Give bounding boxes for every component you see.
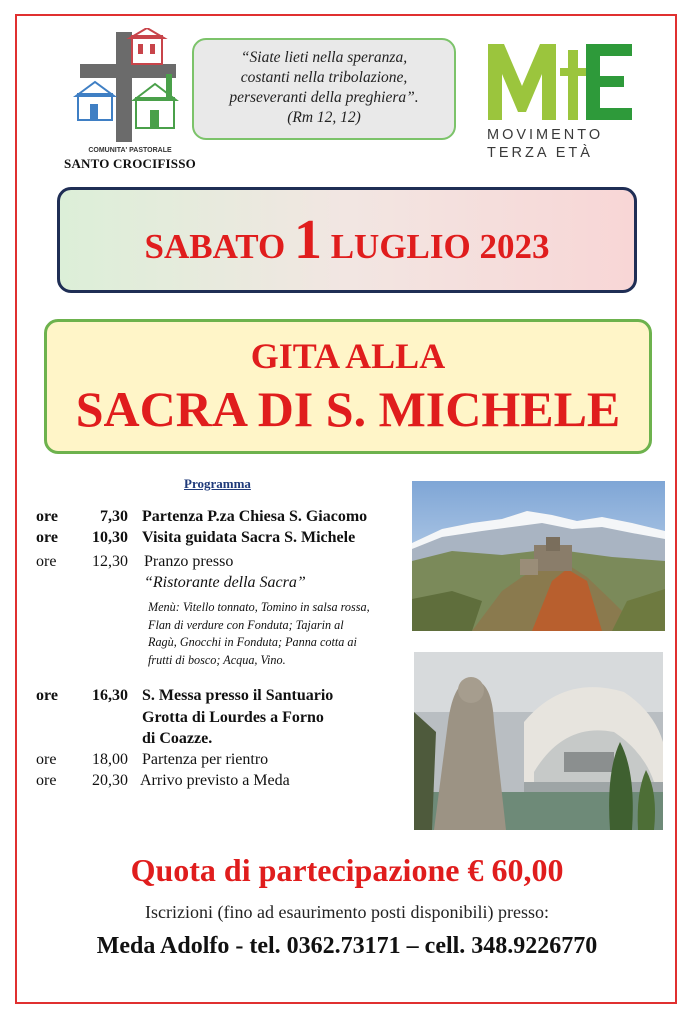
ore-label: ore: [36, 508, 58, 525]
menu-line: frutti di bosco; Acqua, Vino.: [148, 652, 286, 667]
bible-quote-box: [192, 38, 456, 140]
schedule-time: 18,00: [92, 751, 128, 768]
schedule-description: Arrivo previsto a Meda: [140, 772, 290, 789]
title-line-2: SACRA DI S. MICHELE: [75, 381, 621, 437]
menu-line: Menù: Vitello tonnato, Tomino in salsa rossa,: [148, 600, 370, 614]
ore-label: ore: [36, 751, 57, 768]
mte-logo-mark-icon: [484, 40, 636, 122]
church-cross-logo-icon: [70, 28, 190, 148]
mte-line-2: TERZA ETÀ: [487, 145, 593, 161]
event-date-box: [57, 187, 637, 293]
restaurant-name: “Ristorante della Sacra”: [144, 574, 306, 591]
schedule-description: Visita guidata Sacra S. Michele: [142, 529, 356, 546]
event-date: [145, 208, 550, 272]
schedule-time: 20,30: [92, 772, 128, 789]
logo-title: SANTO CROCIFISSO: [64, 156, 196, 171]
ore-label: ore: [36, 553, 57, 570]
sacra-di-san-michele-photo: [412, 481, 665, 631]
ore-label: ore: [36, 529, 58, 546]
date-day-name: SABATO: [144, 227, 286, 266]
menu-line: Flan di verdure con Fonduta; Tajarin al: [148, 617, 344, 632]
mte-logo-text: [487, 126, 637, 162]
event-title-box: [44, 319, 652, 454]
quote-line-2: costanti nella tribolazione,: [240, 69, 408, 86]
schedule-time: 10,30: [92, 529, 128, 546]
schedule-description: Partenza P.za Chiesa S. Giacomo: [142, 508, 368, 525]
mte-line-1: MOVIMENTO: [487, 127, 604, 143]
menu-line: Ragù, Gnocchi in Fonduta; Panna cotta ai: [148, 635, 357, 649]
schedule-description-cont: Grotta di Lourdes a Forno: [142, 709, 324, 726]
quote-line-3: perseveranti della preghiera”.: [229, 89, 419, 106]
movimento-terza-eta-logo: [484, 40, 636, 170]
schedule-description: Partenza per rientro: [142, 751, 269, 768]
schedule-time: 7,30: [100, 508, 128, 525]
price-heading: Quota di partecipazione € 60,00: [130, 852, 564, 888]
quote-line-1: “Siate lieti nella speranza,: [240, 49, 408, 66]
schedule-time: 16,30: [92, 687, 128, 704]
schedule-time: 12,30: [92, 553, 128, 570]
lunch-menu: [148, 599, 410, 669]
logo-subtitle: COMUNITA' PASTORALE: [88, 147, 172, 154]
grotta-di-lourdes-photo: [414, 652, 663, 830]
date-month-year: LUGLIO 2023: [330, 227, 550, 266]
title-line-1: GITA ALLA: [250, 336, 446, 376]
programma-heading: Programma: [184, 476, 251, 491]
schedule-description: Pranzo presso: [144, 553, 234, 570]
schedule-description: S. Messa presso il Santuario: [142, 687, 334, 704]
schedule-description-cont: di Coazze.: [142, 730, 213, 747]
contact-info: Meda Adolfo - tel. 0362.73171 – cell. 348.9226770: [96, 933, 598, 959]
registration-info: Iscrizioni (fino ad esaurimento posti disponibili) presso:: [145, 902, 549, 922]
comunita-pastorale-logo: [64, 28, 196, 171]
ore-label: ore: [36, 687, 58, 704]
quote-reference: (Rm 12, 12): [287, 109, 361, 126]
ore-label: ore: [36, 772, 57, 789]
date-day-number: 1: [293, 209, 322, 271]
